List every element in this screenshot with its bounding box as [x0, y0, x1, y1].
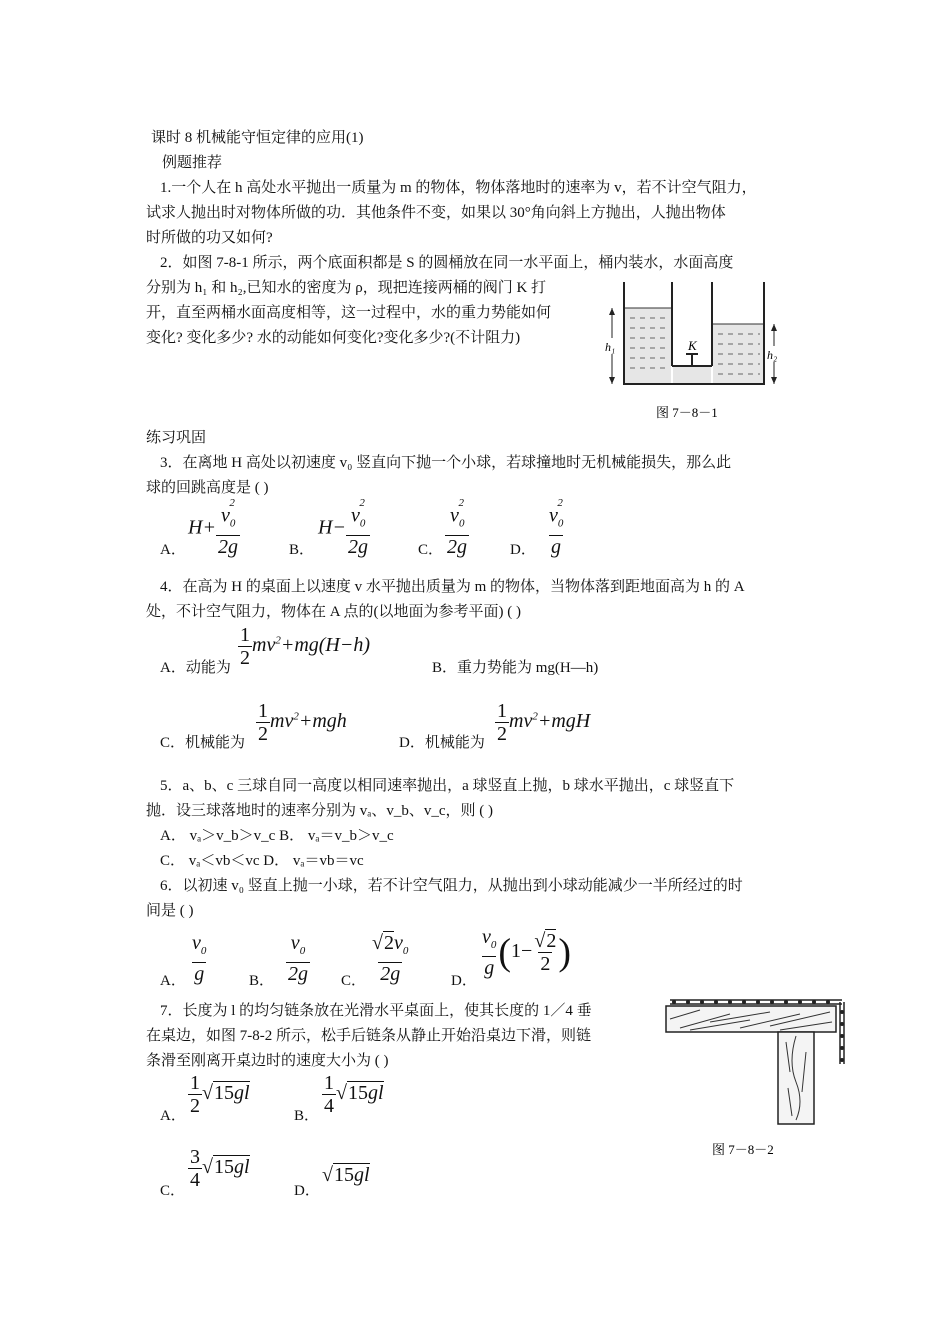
q3-line1: 3．在离地 H 高处以初速度 v₀ 竖直向下抛一个小球，若球撞地时无机械能损失，那么此	[160, 455, 732, 471]
q6-option-b-label: B．	[249, 973, 275, 989]
q5-line2: 抛．设三球落地时的速率分别为 vₐ、v_b、v_c，则 ( )	[146, 803, 494, 819]
q7-option-b-formula: $\frac{1}{4}$ √15gl	[324, 1072, 384, 1117]
q5-options-ab: A． vₐ＞v_b＞v_c B． vₐ＝v_b＞v_c	[160, 828, 394, 844]
figure-7-8-2-caption: 图 7－8－2	[712, 1142, 774, 1157]
q7-option-b-label: B．	[294, 1108, 320, 1124]
q7-option-c-label: C．	[160, 1183, 186, 1199]
q1-line3: 时所做的功又如何?	[146, 230, 273, 246]
q7-option-a-label: A．	[160, 1108, 186, 1124]
q7-option-c-formula: $\frac{3}{4}$ √15gl	[190, 1146, 250, 1191]
h2-label: h₂	[767, 348, 778, 362]
q6-option-c-formula: $\frac{√2v_0}{2g}$	[372, 932, 409, 985]
q1-line2: 试求人抛出时对物体所做的功．其他条件不变，如果以 30°角向斜上方抛出，人抛出物体	[146, 205, 726, 221]
q2-line3: 开，直至两桶水面高度相等，这一过程中，水的重力势能如何	[146, 305, 552, 321]
q3-option-a-label: A．	[160, 542, 186, 558]
q7-option-d-label: D．	[294, 1183, 320, 1199]
figure-7-8-1-caption: 图 7－8－1	[656, 405, 718, 420]
q4-option-b: B．重力势能为 mg(H—h)	[432, 660, 599, 676]
q5-line1: 5．a、b、c 三球自同一高度以相同速率抛出，a 球竖直上抛，b 球水平抛出，c 球竖直下	[160, 778, 735, 794]
q7-line3: 条滑至刚离开桌边时的速度大小为 ( )	[146, 1053, 389, 1069]
h1-label: h₁	[605, 340, 616, 354]
q4-option-d-label: D．机械能为	[399, 735, 485, 751]
q6-option-d-formula: $\frac{v_0}{g}$ (1− $\frac{√2}{2}$ )	[482, 926, 571, 979]
q6-option-a-formula: $\frac{v_0}{g}$	[192, 932, 207, 985]
q4-option-c-label: C．机械能为	[160, 735, 246, 751]
q6-option-a-label: A．	[160, 973, 186, 989]
q4-option-d-formula: $\frac{1}{2}$ $mv^2+mgH$	[497, 700, 591, 745]
q6-line2: 间是 ( )	[146, 903, 194, 919]
q4-line2: 处，不计空气阻力，物体在 A 点的(以地面为参考平面) ( )	[146, 604, 521, 620]
q4-line1: 4．在高为 H 的桌面上以速度 v 水平抛出质量为 m 的物体，当物体落到距地面高为 h 的 A	[160, 579, 745, 595]
section-heading-practice: 练习巩固	[146, 430, 207, 446]
q4-option-a-formula: $\frac{1}{2}$ $mv^2+mg(H-h)$	[240, 624, 371, 669]
page-title: 课时 8 机械能守恒定律的应用(1)	[151, 130, 364, 146]
q1-line1: 1.一个人在 h 高处水平抛出一质量为 m 的物体，物体落地时的速率为 v，若不计空气阻力，	[160, 180, 757, 196]
q7-option-a-formula: $\frac{1}{2}$ √15gl	[190, 1072, 250, 1117]
figure-7-8-2	[660, 992, 850, 1164]
q5-options-cd: C． vₐ＜vb＜vc D． vₐ＝vb＝vc	[160, 853, 364, 869]
q3-option-d-label: D．	[510, 542, 536, 558]
q6-option-c-label: C．	[341, 973, 367, 989]
q3-option-c-formula: $\frac{v_0^2}{2g}$	[447, 497, 467, 558]
valve-label: K	[688, 338, 697, 353]
q2-line2: 分别为 h₁ 和 h₂,已知水的密度为 ρ，现把连接两桶的阀门 K 打	[146, 280, 547, 296]
q3-option-b-label: B．	[289, 542, 315, 558]
q3-line2: 球的回跳高度是 ( )	[146, 480, 269, 496]
q2-line4: 变化? 变化多少? 水的动能如何变化?变化多少?(不计阻力)	[146, 330, 521, 346]
q6-option-b-formula: $\frac{v_0}{2g}$	[288, 932, 308, 985]
q2-line1: 2．如图 7-8-1 所示，两个底面积都是 S 的圆桶放在同一水平面上，桶内装水，水面高度	[160, 255, 734, 271]
q3-option-b-formula: H− $\frac{v_0^2}{2g}$	[318, 497, 368, 558]
q7-line2: 在桌边，如图 7-8-2 所示，松手后链条从静止开始沿桌边下滑，则链	[146, 1028, 591, 1044]
q4-option-a-label: A．动能为	[160, 660, 231, 676]
figure-7-8-1	[600, 274, 800, 424]
q7-line1: 7．长度为 l 的均匀链条放在光滑水平桌面上，使其长度的 1／4 垂	[160, 1003, 592, 1019]
q3-option-c-label: C．	[418, 542, 444, 558]
q3-option-a-formula: H+ $\frac{v_0^2}{2g}$	[188, 497, 238, 558]
q4-option-c-formula: $\frac{1}{2}$ $mv^2+mgh$	[258, 700, 347, 745]
q7-option-d-formula: √15gl	[322, 1164, 370, 1186]
q3-option-d-formula: $\frac{v_0^2}{g}$	[549, 497, 564, 558]
q6-line1: 6．以初速 v₀ 竖直上抛一小球，若不计空气阻力，从抛出到小球动能减少一半所经过的时	[160, 878, 743, 894]
section-heading-examples: 例题推荐	[162, 155, 223, 171]
q6-option-d-label: D．	[451, 973, 477, 989]
